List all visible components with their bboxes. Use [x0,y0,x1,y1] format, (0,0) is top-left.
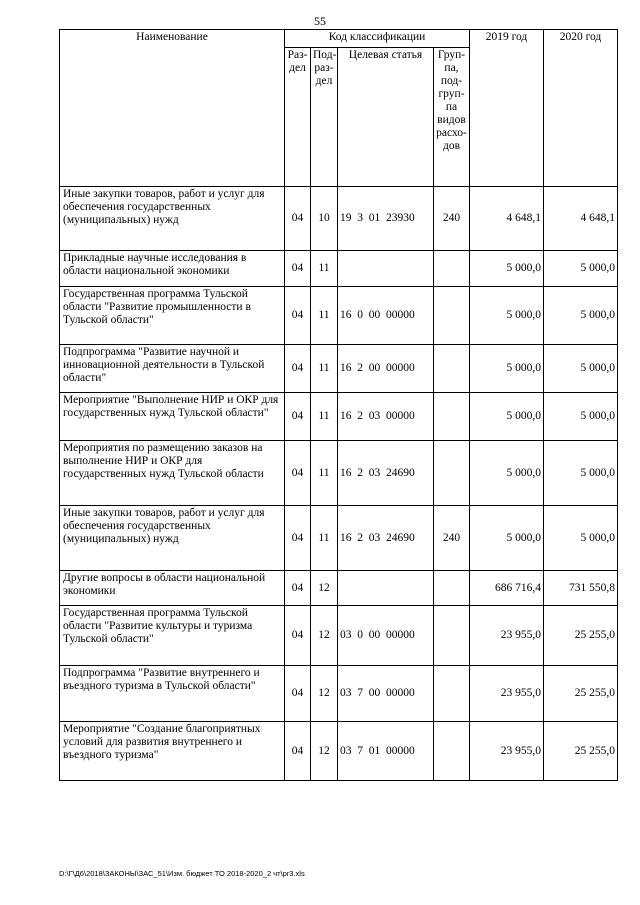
row-2019: 5 000,0 [470,393,544,441]
row-2019: 4 648,1 [470,187,544,251]
row-group [434,441,470,506]
row-section: 04 [285,571,311,606]
row-target: 03 0 00 00000 [338,606,434,666]
row-section: 04 [285,187,311,251]
row-subsection: 12 [311,606,338,666]
row-group [434,393,470,441]
row-group [434,345,470,393]
row-2019: 23 955,0 [470,666,544,722]
row-2019: 23 955,0 [470,606,544,666]
row-2020: 4 648,1 [544,187,618,251]
header-section: Раз- дел [285,48,311,187]
row-subsection: 11 [311,287,338,345]
row-2020: 5 000,0 [544,251,618,287]
row-2020: 5 000,0 [544,441,618,506]
row-2020: 5 000,0 [544,506,618,571]
row-target: 16 2 03 24690 [338,441,434,506]
row-target: 16 2 00 00000 [338,345,434,393]
row-subsection: 10 [311,187,338,251]
page-number: 55 [314,14,326,28]
row-target: 03 7 01 00000 [338,722,434,781]
row-2020: 25 255,0 [544,722,618,781]
row-subsection: 12 [311,722,338,781]
row-target [338,571,434,606]
row-group [434,606,470,666]
header-classification: Код классификации [285,30,470,48]
row-2019: 686 716,4 [470,571,544,606]
table-row [60,187,618,251]
row-name: Мероприятие "Создание благоприятных условий для развития внутреннего и въездного туризма" [60,722,285,781]
table-row [60,666,618,722]
row-2019: 5 000,0 [470,251,544,287]
header-subsection: Под- раз- дел [311,48,338,187]
row-name: Подпрограмма "Развитие научной и инновационной деятельности в Тульской области" [60,345,285,393]
row-group [434,722,470,781]
row-2019: 5 000,0 [470,345,544,393]
row-target: 16 2 03 24690 [338,506,434,571]
table-row [60,345,618,393]
row-name: Мероприятие "Выполнение НИР и ОКР для государственных нужд Тульской области" [60,393,285,441]
row-name: Иные закупки товаров, работ и услуг для обеспечения государственных (муниципальных) нужд [60,506,285,571]
row-subsection: 11 [311,441,338,506]
table-row [60,251,618,287]
row-subsection: 11 [311,393,338,441]
row-section: 04 [285,251,311,287]
row-section: 04 [285,722,311,781]
row-group: 240 [434,506,470,571]
row-subsection: 12 [311,666,338,722]
table-row [60,287,618,345]
row-section: 04 [285,606,311,666]
table-row [60,441,618,506]
row-group [434,666,470,722]
row-name: Другие вопросы в области национальной экономики [60,571,285,606]
header-expense-group: Груп- па, под- груп- па видов расхо- дов [434,48,470,187]
row-section: 04 [285,666,311,722]
row-target [338,251,434,287]
row-name: Государственная программа Тульской области "Развитие промышленности в Тульской области" [60,287,285,345]
header-2019: 2019 год [470,30,544,187]
row-subsection: 11 [311,251,338,287]
row-name: Государственная программа Тульской области "Развитие культуры и туризма Тульской области" [60,606,285,666]
row-target: 16 2 03 00000 [338,393,434,441]
budget-table [59,29,618,781]
table-row [60,722,618,781]
row-2019: 23 955,0 [470,722,544,781]
row-2020: 25 255,0 [544,606,618,666]
table-row [60,393,618,441]
header-2020: 2020 год [544,30,618,187]
row-group [434,571,470,606]
row-2019: 5 000,0 [470,441,544,506]
file-path-footer: D:\Г\Д6\2018\ЗАКОНЫ\ЗАС_51\Изм. бюджет ТО 2018-2020_2 чт\pr3.xls [59,869,305,878]
row-name: Прикладные научные исследования в области национальной экономики [60,251,285,287]
row-section: 04 [285,441,311,506]
table-row [60,606,618,666]
row-subsection: 11 [311,506,338,571]
row-2019: 5 000,0 [470,506,544,571]
row-target: 19 3 01 23930 [338,187,434,251]
header-name: Наименование [60,30,285,187]
row-name: Подпрограмма "Развитие внутреннего и въездного туризма в Тульской области" [60,666,285,722]
row-2020: 5 000,0 [544,345,618,393]
row-target: 16 0 00 00000 [338,287,434,345]
row-2020: 25 255,0 [544,666,618,722]
row-subsection: 12 [311,571,338,606]
row-section: 04 [285,345,311,393]
row-subsection: 11 [311,345,338,393]
row-name: Иные закупки товаров, работ и услуг для обеспечения государственных (муниципальных) нужд [60,187,285,251]
header-target: Целевая статья [338,48,434,187]
row-2020: 5 000,0 [544,287,618,345]
row-name: Мероприятия по размещению заказов на выполнение НИР и ОКР для государственных нужд Тульской области [60,441,285,506]
row-2019: 5 000,0 [470,287,544,345]
row-target: 03 7 00 00000 [338,666,434,722]
table-row [60,571,618,606]
table-row [60,506,618,571]
row-section: 04 [285,393,311,441]
row-group: 240 [434,187,470,251]
row-section: 04 [285,506,311,571]
row-2020: 731 550,8 [544,571,618,606]
row-group [434,287,470,345]
row-2020: 5 000,0 [544,393,618,441]
row-group [434,251,470,287]
row-section: 04 [285,287,311,345]
